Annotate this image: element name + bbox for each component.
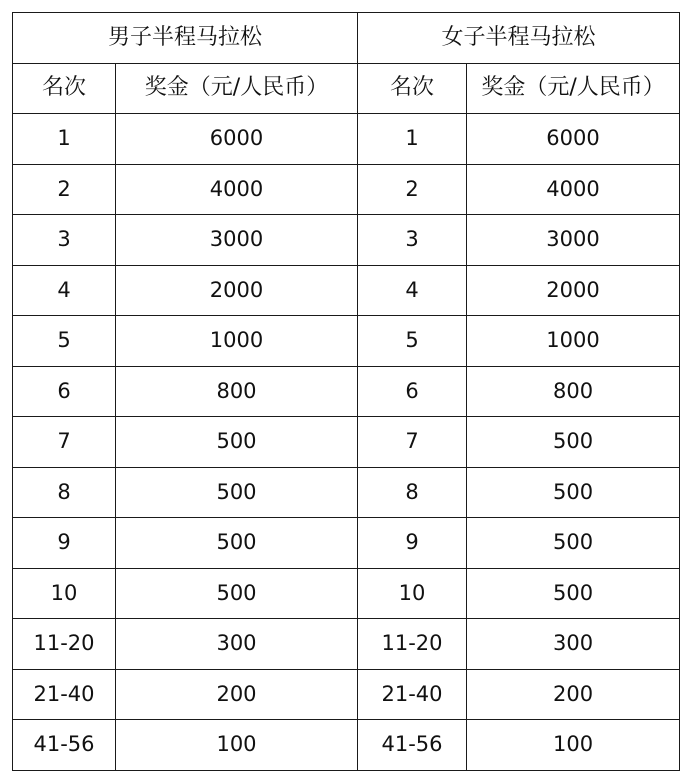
men-prize-cell: 1000	[116, 316, 358, 367]
table-row	[13, 568, 680, 619]
men-rank-cell: 7	[13, 417, 116, 468]
women-prize-header: 奖金（元/人民币）	[467, 63, 680, 114]
men-prize-cell: 500	[116, 518, 358, 569]
table-row	[13, 164, 680, 215]
women-prize-cell: 500	[467, 467, 680, 518]
men-rank-cell: 10	[13, 568, 116, 619]
table-row	[13, 265, 680, 316]
men-rank-cell: 21-40	[13, 669, 116, 720]
men-prize-header: 奖金（元/人民币）	[116, 63, 358, 114]
men-rank-header: 名次	[13, 63, 116, 114]
table-row	[13, 417, 680, 468]
men-rank-cell: 4	[13, 265, 116, 316]
men-prize-cell: 200	[116, 669, 358, 720]
women-prize-cell: 500	[467, 568, 680, 619]
women-rank-cell: 1	[358, 114, 467, 165]
men-rank-cell: 41-56	[13, 720, 116, 771]
women-rank-cell: 6	[358, 366, 467, 417]
men-half-marathon-title: 男子半程马拉松	[13, 13, 358, 64]
table-row	[13, 720, 680, 771]
men-rank-cell: 2	[13, 164, 116, 215]
men-rank-cell: 3	[13, 215, 116, 266]
table-row	[13, 366, 680, 417]
women-prize-cell: 300	[467, 619, 680, 670]
women-rank-cell: 7	[358, 417, 467, 468]
table-row	[13, 467, 680, 518]
women-rank-cell: 9	[358, 518, 467, 569]
table-row	[13, 114, 680, 165]
men-rank-cell: 8	[13, 467, 116, 518]
column-header-row	[13, 63, 680, 114]
women-rank-cell: 8	[358, 467, 467, 518]
men-prize-cell: 4000	[116, 164, 358, 215]
women-prize-cell: 500	[467, 518, 680, 569]
men-rank-cell: 9	[13, 518, 116, 569]
table-row	[13, 215, 680, 266]
women-prize-cell: 2000	[467, 265, 680, 316]
women-rank-header: 名次	[358, 63, 467, 114]
men-rank-cell: 11-20	[13, 619, 116, 670]
men-prize-cell: 2000	[116, 265, 358, 316]
men-prize-cell: 300	[116, 619, 358, 670]
women-rank-cell: 41-56	[358, 720, 467, 771]
women-prize-cell: 800	[467, 366, 680, 417]
table-row	[13, 518, 680, 569]
prize-money-table	[12, 12, 680, 771]
women-prize-cell: 4000	[467, 164, 680, 215]
women-prize-cell: 6000	[467, 114, 680, 165]
women-half-marathon-title: 女子半程马拉松	[358, 13, 680, 64]
men-rank-cell: 6	[13, 366, 116, 417]
women-prize-cell: 100	[467, 720, 680, 771]
prize-table-body	[13, 13, 680, 771]
women-rank-cell: 5	[358, 316, 467, 367]
women-prize-cell: 1000	[467, 316, 680, 367]
table-row	[13, 669, 680, 720]
men-prize-cell: 500	[116, 417, 358, 468]
men-prize-cell: 3000	[116, 215, 358, 266]
men-rank-cell: 1	[13, 114, 116, 165]
women-rank-cell: 11-20	[358, 619, 467, 670]
group-header-row	[13, 13, 680, 64]
women-rank-cell: 10	[358, 568, 467, 619]
women-prize-cell: 200	[467, 669, 680, 720]
table-row	[13, 316, 680, 367]
men-rank-cell: 5	[13, 316, 116, 367]
women-prize-cell: 500	[467, 417, 680, 468]
men-prize-cell: 800	[116, 366, 358, 417]
men-prize-cell: 6000	[116, 114, 358, 165]
women-rank-cell: 21-40	[358, 669, 467, 720]
men-prize-cell: 500	[116, 467, 358, 518]
women-rank-cell: 3	[358, 215, 467, 266]
men-prize-cell: 500	[116, 568, 358, 619]
women-prize-cell: 3000	[467, 215, 680, 266]
women-rank-cell: 2	[358, 164, 467, 215]
men-prize-cell: 100	[116, 720, 358, 771]
women-rank-cell: 4	[358, 265, 467, 316]
table-row	[13, 619, 680, 670]
